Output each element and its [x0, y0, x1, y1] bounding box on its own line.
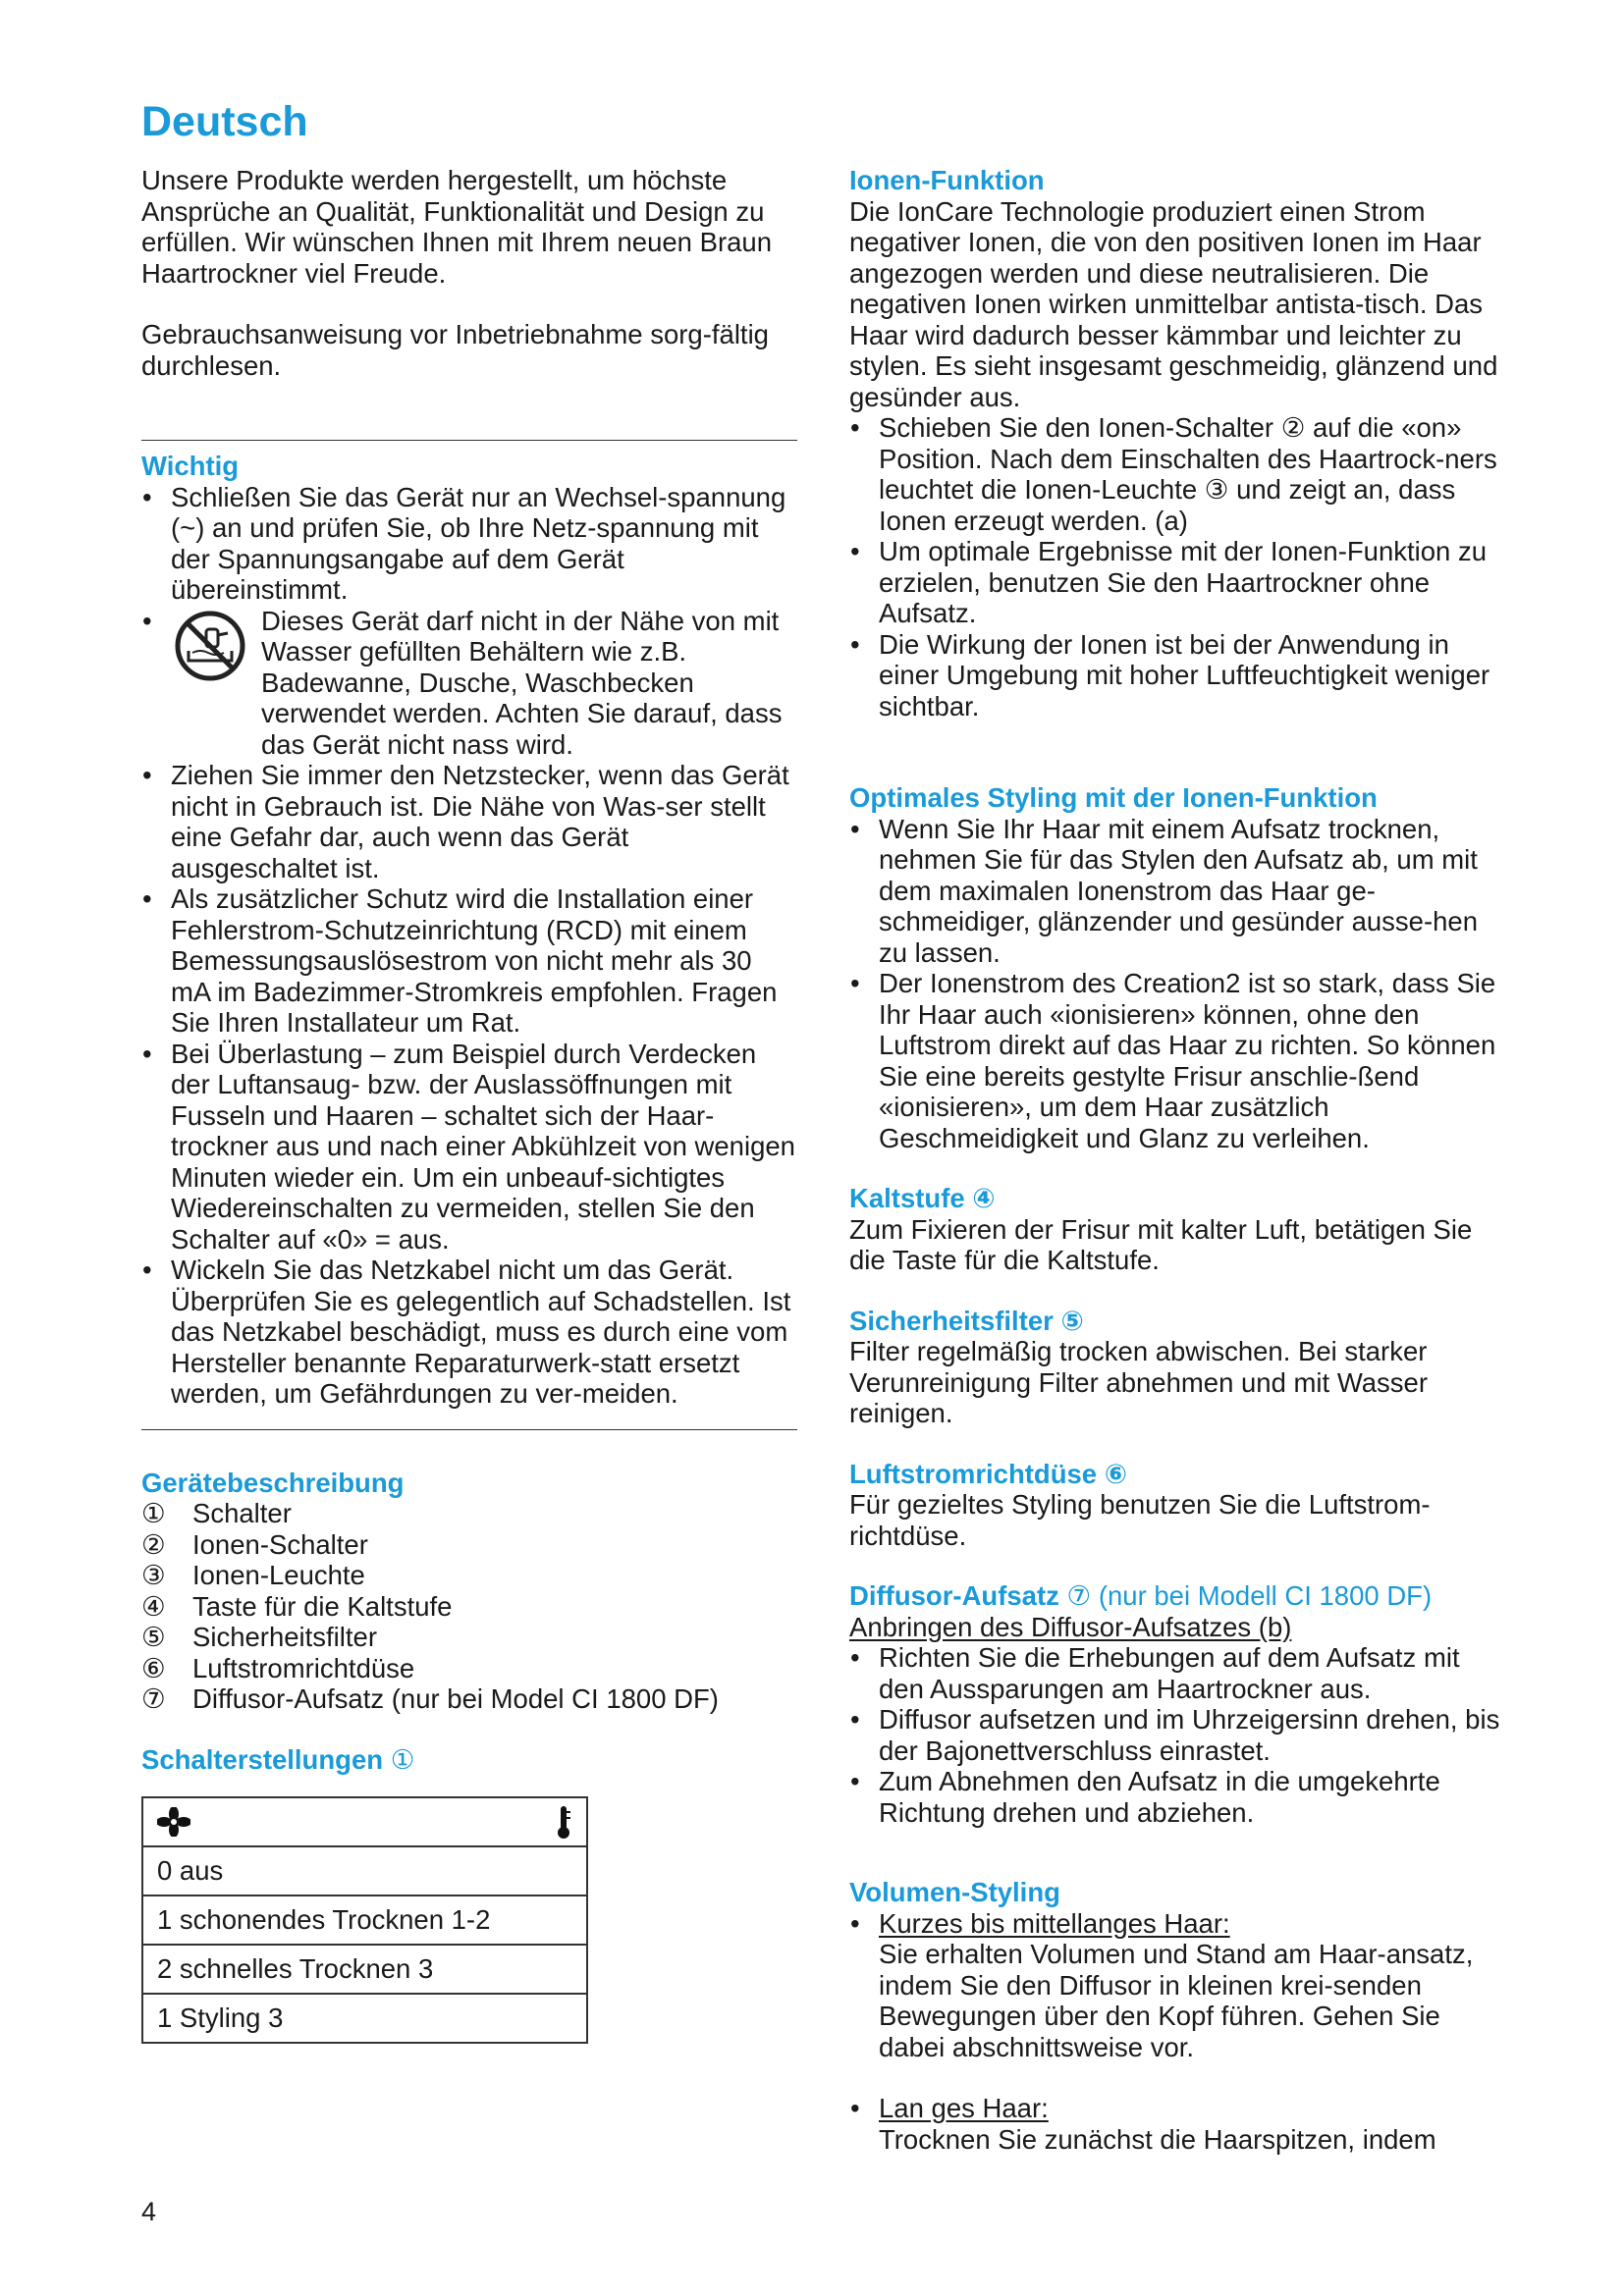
volume-heading: Volumen-Styling [849, 1877, 1060, 1907]
list-item: ① Schalter [141, 1498, 292, 1528]
list-item: • Zum Abnehmen den Aufsatz in die umgekehrte Richtung drehen und abziehen. [849, 1766, 1502, 1828]
page-number: 4 [141, 2197, 157, 2226]
cold-heading: Kaltstufe ④ [849, 1183, 996, 1213]
list-item: ④ Taste für die Kaltstufe [141, 1590, 453, 1622]
volume-list [849, 1908, 1502, 2156]
list-item: • Schieben Sie den Ionen-Schalter ② auf die «on» Position. Nach dem Einschalten des Haartrock-ners leuchtet die Ionen-Leuchte ③ und zeigt an, dass Ionen erzeugt werden. (a) [849, 412, 1502, 536]
list-item: • Ziehen Sie immer den Netzstecker, wenn das Gerät nicht in Gebrauch ist. Die Nähe von Was-ser stellt eine Gefahr dar, auch wenn das Gerät ausgeschaltet ist. [141, 760, 797, 883]
section-divider [141, 1429, 797, 1430]
list-item: • Diffusor aufsetzen und im Uhrzeigersinn drehen, bis der Bajonettverschluss einrastet. [849, 1704, 1502, 1766]
list-item: • Wenn Sie Ihr Haar mit einem Aufsatz trocknen, nehmen Sie für das Stylen den Aufsatz ab, um mit dem maximalen Ionenstrom das Haar ge-schmeidiger, glänzender und gesünder ausse-hen zu lassen. [849, 814, 1502, 969]
table-row: 1 Styling 3 [142, 1994, 587, 2043]
nozzle-heading: Luftstromrichtdüse ⑥ [849, 1458, 1128, 1489]
table-row: 1 schonendes Trocknen 1-2 [142, 1896, 587, 1945]
left-column [141, 165, 797, 2044]
intro-paragraph: Unsere Produkte werden hergestellt, um höchste Ansprüche an Qualität, Funktionalität und Design zu erfüllen. Wir wünschen Ihnen mit Ihrem neuen Braun Haartrockner viel Freude. [141, 165, 772, 289]
list-item: ⑤ Sicherheitsfilter [141, 1622, 377, 1652]
list-item: • Lan ges Haar: Trocknen Sie zunächst die Haarspitzen, indem [849, 2093, 1502, 2155]
switch-positions-heading: Schalterstellungen ① [141, 1743, 415, 1775]
optimal-styling-heading: Optimales Styling mit der Ionen-Funktion [849, 782, 1378, 813]
ion-paragraph: Die IonCare Technologie produziert einen Strom negativer Ionen, die von den positiven Ionen im Haar angezogen werden und diese neutralisieren. Die negativen Ionen wirken unmittelbar antista-tisch. Das Haar wird dadurch besser kämmbar und leichter zu stylen. Es sieht insgesamt geschmeidig, glänzend und gesünder aus. [849, 195, 1498, 412]
important-heading: Wichtig [141, 451, 240, 481]
list-item: ⑦ Diffusor-Aufsatz (nur bei Model CI 1800 DF) [141, 1683, 719, 1714]
no-water-warning-icon [171, 610, 255, 682]
important-list [141, 482, 797, 1410]
ion-list [849, 412, 1502, 721]
list-item: • Um optimale Ergebnisse mit der Ionen-Funktion zu erzielen, benutzen Sie den Haartrockner ohne Aufsatz. [849, 536, 1502, 629]
thermometer-icon [555, 1804, 572, 1840]
description-heading: Gerätebeschreibung [141, 1467, 405, 1498]
list-item: • Richten Sie die Erhebungen auf dem Aufsatz mit den Aussparungen am Haartrockner aus. [849, 1642, 1502, 1704]
filter-paragraph: Filter regelmäßig trocken abwischen. Bei starker Verunreinigung Filter abnehmen und mit Wasser reinigen. [849, 1336, 1429, 1428]
table-row: 0 aus [142, 1846, 587, 1896]
list-item: • Wickeln Sie das Netzkabel nicht um das Gerät. Überprüfen Sie es gelegentlich auf Schadstellen. Ist das Netzkabel beschädigt, muss es durch eine vom Hersteller benannte Reparaturwerk-statt ersetzt werden, um Gefährdungen zu ver-meiden. [141, 1255, 797, 1410]
diffuser-heading: Diffusor-Aufsatz ⑦ (nur bei Modell CI 1800 DF) [849, 1580, 1433, 1611]
list-item: • Als zusätzlicher Schutz wird die Installation einer Fehlerstrom-Schutzeinrichtung (RCD) mit einem Bemessungsauslösestrom von nicht mehr als 30 mA im Badezimmer-Stromkreis empfohlen. Fragen Sie Ihren Installateur um Rat. [141, 883, 797, 1039]
read-instructions-paragraph: Gebrauchsanweisung vor Inbetriebnahme sorg-fältig durchlesen. [141, 319, 769, 381]
cold-paragraph: Zum Fixieren der Frisur mit kalter Luft, betätigen Sie die Taste für die Kaltstufe. [849, 1213, 1473, 1275]
parts-list [141, 1498, 797, 1715]
diffuser-subheading: Anbringen des Diffusor-Aufsatzes (b) [849, 1611, 1292, 1642]
diffuser-list [849, 1642, 1502, 1828]
nozzle-paragraph: Für gezieltes Styling benutzen Sie die Luftstrom-richtdüse. [849, 1489, 1431, 1551]
table-row: 2 schnelles Trocknen 3 [142, 1945, 587, 1994]
list-item: ⑥ Luftstromrichtdüse [141, 1652, 415, 1683]
list-item [141, 606, 797, 761]
section-divider [141, 440, 797, 441]
list-item: ② Ionen-Schalter [141, 1528, 368, 1560]
list-item: • Die Wirkung der Ionen ist bei der Anwendung in einer Umgebung mit hoher Luftfeuchtigkeit weniger sichtbar. [849, 629, 1502, 722]
page-title: Deutsch [141, 98, 308, 145]
optimal-styling-list [849, 814, 1502, 1154]
list-item: ③ Ionen-Leuchte [141, 1560, 365, 1590]
filter-heading: Sicherheitsfilter ⑤ [849, 1305, 1084, 1336]
table-row [142, 1797, 587, 1846]
list-item: • Schließen Sie das Gerät nur an Wechsel-spannung (~) an und prüfen Sie, ob Ihre Netz-spannung mit der Spannungsangabe auf dem Gerät übereinstimmt. [141, 482, 797, 606]
ion-heading: Ionen-Funktion [849, 165, 1045, 195]
list-item: • Kurzes bis mittellanges Haar: Sie erhalten Volumen und Stand am Haar-ansatz, indem Sie den Diffusor in kleinen krei-senden Bewegungen über den Kopf führen. Gehen Sie dabei abschnittsweise vor. [849, 1908, 1502, 2063]
list-item: • Der Ionenstrom des Creation2 ist so stark, dass Sie Ihr Haar auch «ionisieren» können, ohne den Luftstrom direkt auf das Haar zu richten. So können Sie eine bereits gestylte Frisur anschlie-ßend «ionisieren», um dem Haar zusätzlich Geschmeidigkeit und Glanz zu verleihen. [849, 968, 1502, 1153]
right-column [849, 165, 1502, 2155]
switch-positions-table [141, 1796, 588, 2044]
fan-icon [157, 1807, 190, 1837]
list-item: • Bei Überlastung – zum Beispiel durch Verdecken der Luftansaug- bzw. der Auslassöffnungen mit Fusseln und Haaren – schaltet sich der Haar-trockner aus und nach einer Abkühlzeit von wenigen Minuten wieder ein. Um ein unbeauf-sichtigtes Wiedereinschalten zu vermeiden, stellen Sie den Schalter auf «0» = aus. [141, 1039, 797, 1255]
water-warning-text: • Dieses Gerät darf nicht in der Nähe von mit Wasser gefüllten Behältern wie z.B. Badewanne, Dusche, Waschbecken verwendet werden. Achten Sie darauf, dass das Gerät nicht nass wird. [261, 605, 783, 760]
